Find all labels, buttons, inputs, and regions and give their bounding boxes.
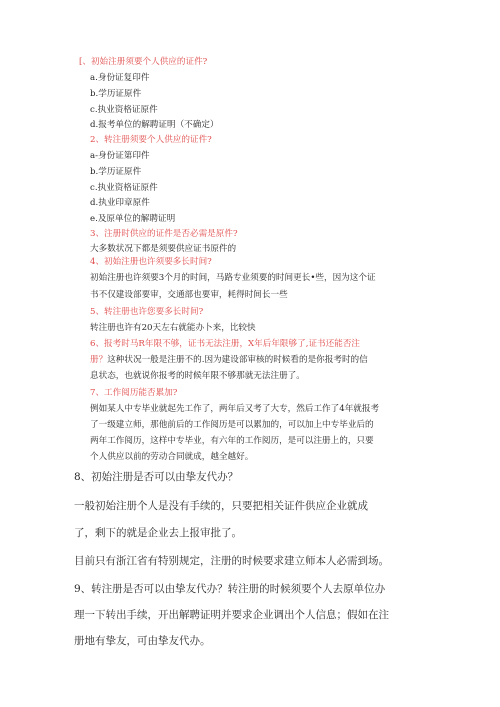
q7-answer-line-4: 个人供应以前的劳动合同就成，越全越好。	[90, 452, 254, 462]
q1-item-b: b.学历证原件	[90, 89, 142, 99]
question-7-title: 7、工作阅历能否累加?	[90, 388, 178, 398]
q2-item-a: a-身份证第印件	[90, 151, 150, 161]
question-2-title: 2、转注册须要个人供应的证件?	[90, 135, 212, 145]
question-3-title: 3、注册时供应的证件是否必需是原件?	[90, 229, 238, 239]
q2-item-b: b.学历证原件	[90, 167, 142, 177]
q1-item-a: a.身份证复印件	[90, 73, 150, 83]
q5-answer: 转注册也许有20天左右就能办卜来，比较快	[90, 323, 256, 333]
question-8-title: 8、初始注册是否可以由挚友代办？	[74, 471, 239, 483]
question-6-title-line-1: 6、报考时马R年限不够，证书无法注册，X年后年限够了,证书还能否注	[90, 339, 361, 349]
q2-item-e: e.及原单位的解聘证明	[90, 214, 176, 224]
q9-line-3: 册地有挚友，可由挚友代办。	[74, 635, 211, 647]
q8-line-1: 一般初始注册个人是没有手续的，只要把相关证件供应企业就成	[74, 500, 368, 512]
q3-answer: 大多数状况下都是须要供应证书原件的	[90, 244, 237, 254]
q4-answer-line-2: 书不仅建设部要审，交通部也要审，耗得时间长一些	[90, 290, 288, 300]
q2-item-c: c.执业资格证原件	[90, 183, 158, 193]
q7-answer-line-2: 了一级建立师，那他前后的工作阅历是可以累加的，可以加上中专毕业后的	[90, 420, 374, 430]
q2-item-d: d.执业印章原件	[90, 198, 150, 208]
q1-item-d: d.报考单位的解聘证明（不确定）	[90, 120, 219, 130]
q6-line-2	[90, 354, 368, 366]
question-4-title: 4、初始注册也许须要多长时间?	[90, 257, 212, 267]
q7-answer-line-1: 例如某人中专毕业就起先工作了，两年后又考了大专，然后工作了4年就报考	[90, 404, 380, 414]
q8-line-3: 目前只有浙江省有特别规定，注册的时候要求建立师本人必需到场。	[74, 555, 389, 567]
q6-answer-first: 这种状况一般是注册不的.因为建设部审核的时候看的是你报考时的信	[107, 355, 368, 365]
question-1-title: [、初始注册须要个人供应的证件?	[79, 57, 208, 67]
q1-item-c: c.执业资格证原件	[90, 105, 158, 115]
question-5-title: 5、转注册也许您要多长时间?	[90, 307, 204, 317]
q4-answer-line-1: 初始注册也许须要3个月的时间，马路专业须要的时间更长•些，因为这个证	[90, 273, 376, 283]
question-9-line-1: 9、转注册是否可以由挚友代办？转注册的时候须要个人去原单位办	[74, 583, 386, 595]
q6-answer-rest: 息状态，也就说你报考的时候年限不够那就无法注册了。	[90, 371, 305, 381]
q7-answer-line-3: 两年工作阅历，这样中专毕业，有六年的工作阅历，是可以注册上的，只要	[90, 436, 374, 446]
q8-line-2: 了，剩下的就是企业去上报审批了。	[74, 527, 242, 539]
q9-line-2: 理一下转出手续，开出解聘证明并要求企业调出个人信息；假如在注	[74, 609, 389, 621]
question-6-title-line-2: 册？	[90, 355, 108, 365]
